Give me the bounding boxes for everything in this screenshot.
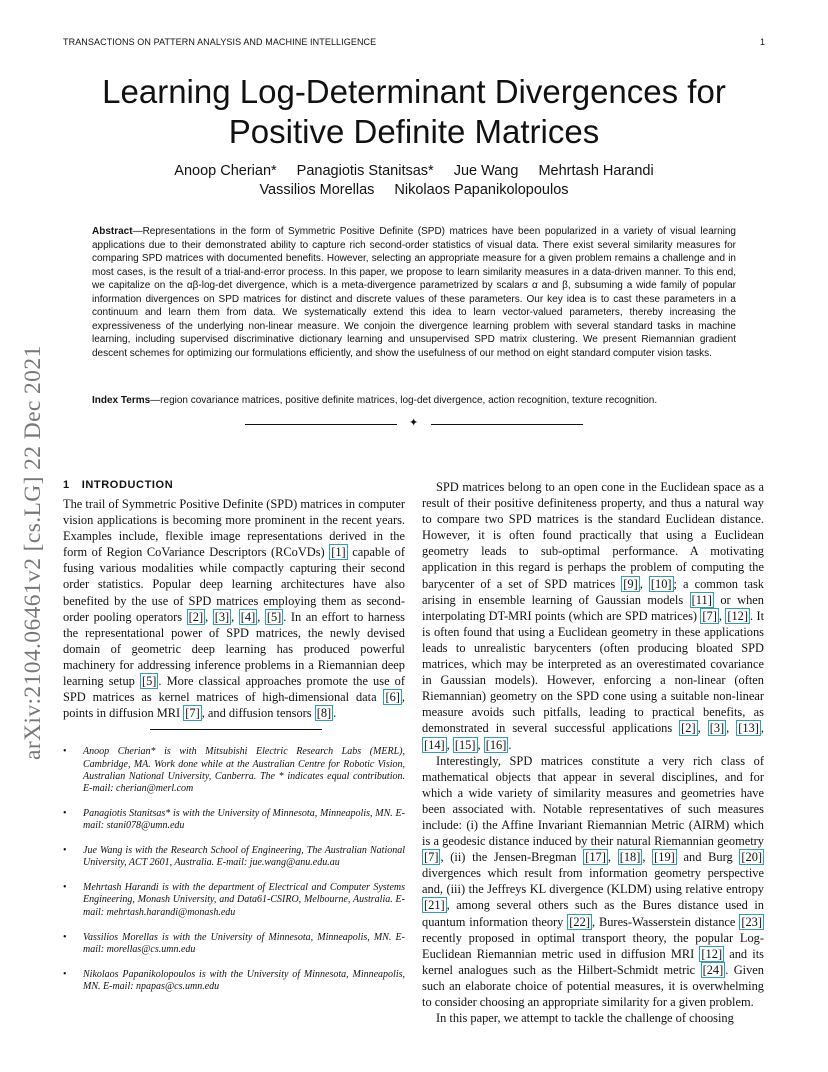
citation-link[interactable]: [13] (738, 721, 759, 736)
author-footnote (63, 808, 405, 833)
citation-link[interactable]: [21] (424, 898, 445, 913)
divider-line-left (245, 424, 397, 425)
footnote-rule (150, 729, 322, 730)
citation-link[interactable]: [8] (316, 706, 332, 721)
author-row-1 (0, 162, 828, 181)
bullet-icon: • (63, 882, 67, 894)
diamond-ornament-icon: ✦ (409, 417, 419, 429)
footnote-text: Vassilios Morellas is with the University of Minnesota, Minneapolis, MN. E-mail: morellas@cs.umn.edu (83, 931, 405, 955)
citation-link[interactable]: [18] (619, 850, 641, 865)
citation-link[interactable]: [16] (485, 737, 507, 752)
author-name: Panagiotis Stanitsas* (296, 163, 434, 179)
running-header: TRANSACTIONS ON PATTERN ANALYSIS AND MACHINE INTELLIGENCE (63, 37, 377, 47)
citation-link[interactable]: [7] (702, 608, 717, 623)
index-terms (92, 394, 736, 408)
citation-link[interactable]: [17] (585, 850, 606, 865)
footnote-text: Anoop Cherian* is with Mitsubishi Electric Research Labs (MERL), Cambridge, MA. Work done while at the Australian Centre for Robotic Vision, Australian National University, Canberra. The * indicates equal contribution. E-mail: cherian@merl.com (83, 746, 405, 795)
footnote-text: Mehrtash Harandi is with the department of Electrical and Computer Systems Engineering, Monash University, and Data61-CSIRO, Melbourne, Australia. E-mail: mehrtash.harandi@monash.edu (83, 882, 405, 918)
intro-paragraph-3: Interestingly, SPD matrices constitute a very rich class of mathematical objects that appear in several disciplines, and for which a wide variety of similarity measures and geometries have been associated with. Notable representatives of such measures include: (i) the Affine Invariant Riemannian Metric (AIRM) which is a geodesic distance induced by their natural Riemannian geometry [7] , (ii) the Jensen-Bregman [17] , [18] , [19] and Burg [20] divergences which result from information geometry perspective and, (iii) the Jeffreys KL divergence (KLDM) using relative entropy [21] , among several others such as the Bures distance used in quantum information theory [22] , Bures-Wasserstein distance [23] recently proposed in optimal transport theory, the popular Log-Euclidean Riemannian metric used in diffusion MRI [12] and its kernel analogues such as the Hilbert-Schmidt metric [24] . Given such an elaborate choice of potential measures, it is overwhelming to consider choosing an appropriate similarity for a given problem. (422, 753, 764, 1009)
author-footnote (63, 932, 405, 957)
citation-link[interactable]: [3] (709, 721, 725, 736)
author-name: Vassilios Morellas (259, 182, 375, 198)
index-terms-text: —region covariance matrices, positive definite matrices, log-det divergence, action recognition, texture recognition. (150, 395, 658, 406)
citation-link[interactable]: [19] (654, 850, 675, 865)
citation-link[interactable]: [7] (424, 850, 439, 865)
citation-link[interactable]: [4] (240, 609, 256, 624)
citation-link[interactable]: [20] (741, 850, 763, 865)
bullet-icon: • (63, 845, 67, 857)
citation-link[interactable]: [5] (141, 674, 157, 689)
citation-link[interactable]: [11] (691, 592, 712, 607)
author-name: Nikolaos Papanikolopoulos (394, 182, 569, 198)
title-line-1: Learning Log-Determinant Divergences for (102, 73, 726, 110)
abstract (92, 225, 736, 360)
author-footnote (63, 882, 405, 919)
section-number: 1 (63, 479, 70, 491)
bullet-icon: • (63, 808, 67, 819)
citation-link[interactable]: [12] (701, 946, 723, 961)
bullet-icon: • (63, 746, 67, 758)
citation-link[interactable]: [22] (569, 914, 590, 929)
citation-link[interactable]: [23] (741, 914, 762, 929)
author-name: Mehrtash Harandi (538, 163, 654, 179)
citation-link[interactable]: [2] (188, 609, 204, 624)
section-heading (63, 479, 405, 491)
footnote-text: Panagiotis Stanitsas* is with the University of Minnesota, Minneapolis, MN. E-mail: stani078@umn.edu (83, 808, 405, 832)
index-terms-label: Index Terms (92, 395, 151, 406)
author-row-2 (0, 181, 828, 200)
section-divider (245, 417, 583, 429)
author-name: Anoop Cherian* (174, 163, 277, 179)
divider-line-right (431, 424, 583, 425)
intro-paragraph-4: In this paper, we attempt to tackle the challenge of choosing (436, 1011, 734, 1026)
author-footnotes (63, 746, 405, 993)
author-footnote (63, 969, 405, 994)
citation-link[interactable]: [15] (454, 737, 476, 752)
citation-link[interactable]: [5] (266, 609, 282, 624)
citation-link[interactable]: [14] (424, 737, 445, 752)
citation-link[interactable]: [3] (214, 609, 230, 624)
paper-title (0, 72, 828, 152)
intro-paragraph-2: SPD matrices belong to an open cone in the Euclidean space as a result of their positive definiteness property, and thus a natural way to compare two SPD matrices is the standard Euclidean distance. However, it is often found practically that using a Euclidean geometry leads to sub-optimal performance. A motivating application in this regard is perhaps the problem of computing the barycenter of a set of SPD matrices [9] , [10] ; a common task arising in ensemble learning of Gaussian models [11] or when interpolating DT-MRI points (which are SPD matrices) [7] , [12] . It is often found that using a Euclidean geometry in these applications leads to unrealistic barycenters (often producing bloated SPD matrices, which may be interpreted as an overestimated covariance in Gaussian models). However, enforcing a non-linear (often Riemannian) geometry on the SPD cone using a suitable non-linear measure avoids such pitfalls, leading to practical benefits, as demonstrated in several successful applications [2] , [3] , [13] , [14] , [15] , [16] . (422, 480, 765, 752)
abstract-label: Abstract (92, 226, 133, 237)
arxiv-identifier-stamp: arXiv:2104.06461v2 [cs.LG] 22 Dec 2021 (20, 345, 46, 760)
citation-link[interactable]: [6] (385, 690, 400, 705)
footnote-text: Nikolaos Papanikolopoulos is with the University of Minnesota, Minneapolis, MN. E-mail: npapas@cs.umn.edu (83, 968, 405, 992)
author-name: Jue Wang (453, 163, 519, 179)
title-line-2: Positive Definite Matrices (228, 113, 600, 150)
citation-link[interactable]: [2] (681, 721, 696, 736)
abstract-text: —Representations in the form of Symmetric Positive Definite (SPD) matrices have been popularized in a variety of visual learning applications due to their demonstrated ability to capture rich second-order statistics of visual data. There exist several similarity measures for comparing SPD matrices with documented benefits. However, selecting an appropriate measure for a given problem remains a challenge and in most cases, is the result of a trial-and-error process. In this paper, we propose to learn similarity measures in a data-driven manner. To this end, we capitalize on the αβ-log-det divergence, which is a meta-divergence parametrized by scalars α and β, subsuming a wide family of popular information divergences on SPD matrices for distinct and discrete values of these parameters. Our key idea is to cast these parameters in a continuum and learn them from data. We systematically extend this idea to learn vector-valued parameters, thereby increasing the expressiveness of the underlying non-linear measure. We conjoin the divergence learning problem with several standard tasks in machine learning, including supervised discriminative dictionary learning and unsupervised SPD matrix clustering. We present Riemannian gradient descent schemes for optimizing our formulations efficiently, and show the usefulness of our method on eight standard computer vision tasks. (92, 226, 736, 359)
author-list (0, 162, 828, 200)
author-footnote (63, 845, 405, 870)
citation-link[interactable]: [12] (727, 608, 748, 623)
left-column (63, 479, 405, 1006)
page-number: 1 (759, 37, 765, 47)
bullet-icon: • (63, 931, 67, 943)
citation-link[interactable]: [7] (185, 706, 200, 721)
citation-link[interactable]: [9] (623, 576, 638, 591)
footnote-text: Jue Wang is with the Research School of Engineering, The Australian National University, ACT 2601, Australia. E-mail: jue.wang@anu.edu.au (83, 845, 405, 869)
citation-link[interactable]: [24] (702, 962, 724, 977)
author-footnote (63, 746, 405, 795)
citation-link[interactable]: [10] (650, 576, 672, 591)
intro-paragraph-1: The trail of Symmetric Positive Definite (SPD) matrices in computer vision applications is becoming more prominent in the recent years. Examples include, flexible image representations derived in the form of Region CoVariance Descriptors (RCoVDs) [1] capable of fusing various modalities while compactly capturing their second order statistics. Popular deep learning architectures have also benefited by the use of SPD matrices employing them as second-order pooling operators [2] , [3] , [4] , [5] . In an effort to harness the representational power of SPD matrices, the newly devised domain of geometric deep learning has produced powerful machinery for addressing inference problems in a Riemannian deep learning setup [5] . More classical approaches promote the use of SPD matrices as kernel matrices of high-dimensional data [6] , points in diffusion MRI [7] , and diffusion tensors [8] . (63, 497, 405, 721)
bullet-icon: • (63, 968, 67, 980)
right-column (422, 479, 764, 1026)
citation-link[interactable]: [1] (331, 545, 346, 560)
section-title: INTRODUCTION (81, 479, 174, 491)
